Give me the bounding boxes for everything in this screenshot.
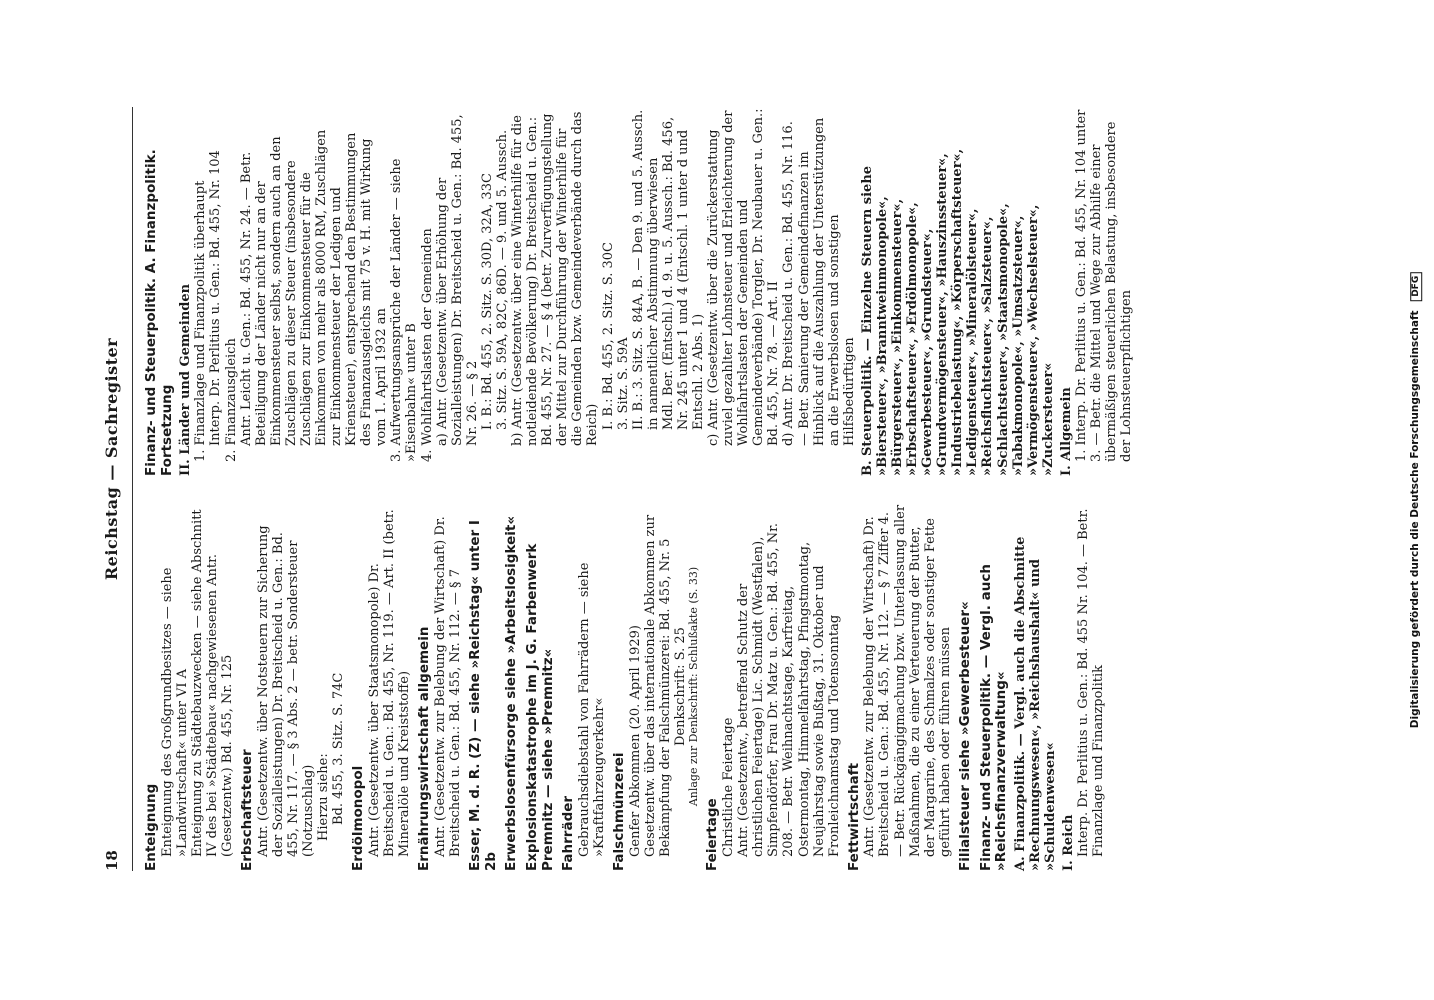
index-entry: Hierzu siehe:: [316, 753, 332, 841]
index-entry: Antr. (Gesetzentw. über Notsteuern zur Sicherung der Sozialleistungen) Dr. Breitscheid u. Gen.: Bd. 455, Nr. 117. — § 3 Abs. 2 — betr. Sondersteuer (Notzuschlag): [255, 525, 316, 857]
index-heading: Erdölmonopol: [350, 765, 367, 871]
index-entry: I. B.: Bd. 455, 2. Sitz. S. 30C: [600, 242, 616, 430]
index-entry: Antr. (Gesetzentw. zur Belebung der Wirtschaft) Dr. Breitscheid u. Gen.: Bd. 455, Nr. 112. — § 7 Ziffer 4. — Betr. Rückgängigmachung bzw. Unterlassung aller Maßnahmen, die zu einer Verteuerung der Butter, der Margarine, des Schmalzes oder sonstiger Fette geführt haben oder führen müssen: [862, 504, 953, 857]
index-entry: Christliche Feiertage: [721, 717, 737, 857]
index-entry: Antr. (Gesetzentw., betreffend Schutz der christlichen Feiertage) Lic. Schmidt (Westfalen), Simpfendörfer, Frau Dr. Matz u. Gen.: Bd. 455, Nr. 208. — Betr. Weihnachtstage, Karfreitag, Ostermontag, Himmelfahrtstag, Pfingstmontag, Neujahrstag sowie Bußtag, 31. Oktober und Fronleichnamstag und Totensonntag: [736, 523, 842, 857]
index-entry: c) Antr. (Gesetzentw. über die Zurückerstattung zuviel gezahlter Lohnsteuer und Erleichterung der Wohlfahrtslasten der Gemeinden und Gemeindeverbände) Torgler, Dr. Neubauer u. Gen.: Bd. 455, Nr. 78. — Art. II: [706, 108, 782, 446]
index-entry: 3. Aufwertungsansprüche der Länder — siehe »Eisenbahn« unter B: [389, 158, 420, 462]
header-rule: [132, 107, 133, 871]
index-entry: Genfer Abkommen (20. April 1929): [627, 625, 643, 857]
right-column: [139, 107, 1134, 476]
index-heading: Ernährungswirtschaft allgemein: [416, 626, 433, 871]
index-heading: Finanz- und Steuerpolitik. A. Finanzpolitik. Fortsetzung: [143, 149, 175, 476]
index-entry: I. Reich: [1061, 814, 1077, 871]
index-entry: 1. Interp. Dr. Perlitius u. Gen.: Bd. 455, Nr. 104 unter 3. — Betr. die Mittel und Wege zur Abhilfe einer übermäßigen steuerlichen Belastung, insbesondere der Lohnsteuerpflichtigen: [1073, 109, 1135, 462]
index-heading: Explosionskatastrophe im J. G. Farbenwerk Premnitz — siehe »Premnitz«: [523, 543, 556, 871]
side-note: [1398, 0, 1432, 1000]
index-entry: B. Steuerpolitik. — Einzelne Steuern siehe »Biersteuer«, »Branntweinmonopole«, »Bürgersteuer«, »Einkommensteuer«, »Erbschaftsteuer«, »Erdölmonopole«, »Gewerbesteuer«, »Grundsteuer«, »Grundvermögensteuer«, »Hauszinssteuer«, »Industriebelastung«, »Körperschaftsteuer«, »Ledigensteuer«, »Mineralölsteuer«, »Reichsfluchtsteuer«, »Salzsteuer«, »Schlachtsteuer«, »Staatsmonopole«, »Tabakmonopole«, »Umsatzsteuer«, »Vermögensteuer«, »Wechselsteuer«, »Zuckersteuer«: [859, 148, 1056, 476]
index-heading: Erwerbslosenfürsorge siehe »Arbeitslosigkeit«: [503, 515, 520, 871]
index-entry: d) Antr. Dr. Breitscheid u. Gen.: Bd. 455, Nr. 116. — Betr. Sanierung der Gemeindefinanzen im Hinblick auf die Auszahlung der Unterstützungen an die Erwerbslosen und sonstigen Hilfsbedürftigen: [781, 117, 857, 446]
index-heading: Esser, M. d. R. (Z) — siehe »Reichstag« unter I 2b: [466, 520, 499, 871]
text-columns: [139, 107, 1134, 871]
index-entry: Interp. Dr. Perlitius u. Gen.: Bd. 455, Nr. 104: [208, 150, 224, 446]
page-number: 18: [103, 850, 121, 871]
index-entry: Denkschrift: S. 25: [672, 627, 688, 746]
index-heading: Filialsteuer siehe »Gewerbesteuer«: [956, 601, 973, 871]
index-entry: 3. Sitz. S. 59A, 82C, 86D. — 9. und 5. Aussch.: [494, 129, 510, 430]
index-entry: Antr. (Gesetzentw. über Staatsmonopole) Dr. Breitscheid u. Gen.: Bd. 455, Nr. 119. — Art. II (betr. Mineralöle und Kreiststoffe): [366, 509, 412, 857]
index-heading: Feiertage: [704, 798, 721, 871]
index-heading: Enteignung: [143, 783, 159, 871]
index-entry: 4. Wohlfahrtslasten der Gemeinden: [419, 228, 435, 462]
index-entry: 1. Finanzlage und Finanzpolitik überhaupt: [193, 180, 209, 462]
digitization-note: Digitalisierung gefördert durch die Deutsche Forschungsgemeinschaft: [1409, 310, 1421, 729]
index-entry: I. Allgemein: [1058, 387, 1074, 476]
running-header: [103, 107, 129, 871]
index-heading: Falschmünzerei: [610, 752, 627, 871]
index-entry: Anlage zur Denkschrift: Schlußakte (S. 33): [686, 566, 700, 807]
index-entry: Gesetzentw. über das internationale Abkommen zur Bekämpfung der Falschmünzerei: Bd. 455, Nr. 5: [642, 514, 673, 857]
index-entry: Enteignung des Großgrundbesitzes — siehe »Landwirtschaft« unter VI A: [159, 567, 190, 857]
index-entry: 2. Finanzausgleich: [223, 338, 239, 462]
page-title: Reichstag — Sachregister: [102, 337, 121, 581]
index-entry: A. Finanzpolitik. — Vergl. auch die Abschnitte »Rechnungswesen«, »Reichshaushalt« und »Schuldenwesen«: [1012, 536, 1058, 871]
index-entry: a) Antr. (Gesetzentw. über Erhöhung der Sozialleistungen) Dr. Breitscheid u. Gen.: Bd. 455, Nr. 26. — § 2: [434, 114, 480, 446]
index-entry: Mdl. Ber. (Entschl.) d. 9. u. 5. Aussch.: Bd. 456, Nr. 245 unter 1 und 4 (Entschl. 1 unter d und Entschl. 2 Abs. 1): [660, 116, 706, 430]
index-entry: 3. Sitz. S. 59A: [615, 337, 631, 430]
index-entry: Antr. (Gesetzentw. zur Belebung der Wirtschaft) Dr. Breitscheid u. Gen.: Bd. 455, Nr. 112. — § 7: [432, 516, 463, 857]
index-heading: Fettwirtschaft: [845, 762, 862, 871]
dfg-logo: DFG: [1410, 272, 1422, 301]
index-entry: Interp. Dr. Perlitius u. Gen.: Bd. 455 Nr. 104. — Betr. Finanzlage und Finanzpolitik: [1076, 508, 1107, 857]
index-heading: Erbschaftsteuer: [239, 749, 256, 871]
index-entry: Bd. 455, 3. Sitz. S. 74C: [331, 672, 347, 825]
index-entry: Gebrauchsdiebstahl von Fahrrädern — siehe »Kraftfahrzeugverkehr«: [576, 562, 607, 857]
left-column: [139, 502, 1134, 871]
index-entry: II. Länder und Gemeinden: [178, 283, 194, 476]
index-heading: Finanz- und Steuerpolitik. — Vergl. auch »Reichsfinanzverwaltung«: [977, 564, 1010, 871]
index-entry: Antr. Leicht u. Gen.: Bd. 455, Nr. 24. — Betr. Beteiligung der Länder nicht nur an der Einkommensteuer selbst, sondern auch an den Zuschlägen zu dieser Steuer (insbesondere Zuschlägen zur Einkommensteuer für die Einkommen von mehr als 8000 RM, Zuschlägen zur Einkommensteuer der Ledigen und Kriensteuer), entsprechend den Bestimmungen des Finanzausgleichs mit 75 v. H. mit Wirkung vom 1. April 1932 an: [238, 129, 390, 446]
index-entry: b) Antr. (Gesetzentw. über eine Winterhilfe für die notleidende Bevölkerung) Dr. Breitscheid u. Gen.: Bd. 455, Nr. 27. — § 4 (betr. Zurverfügungstellung der Mittel zur Durchführung der Winterhilfe für die Gemeinden bzw. Gemeindeverbände durch das Reich): [510, 111, 601, 446]
index-entry: II. B.: 3. Sitz. S. 84A, B. — Den 9. und 5. Aussch. in namentlicher Abstimmung überwiesen: [630, 109, 661, 430]
index-entry: I. B.: Bd. 455, 2. Sitz. S. 30D, 32A, 33C: [479, 173, 495, 430]
document-page: [95, 85, 1325, 905]
index-entry: Enteignung zu Städtebauzwecken — siehe Abschnitt IV des bei »Städtebau« nachgewiesenen Antr. (Gesetzentw.) Bd. 455, Nr. 125: [189, 509, 235, 857]
index-heading: Fahrräder: [560, 795, 577, 871]
